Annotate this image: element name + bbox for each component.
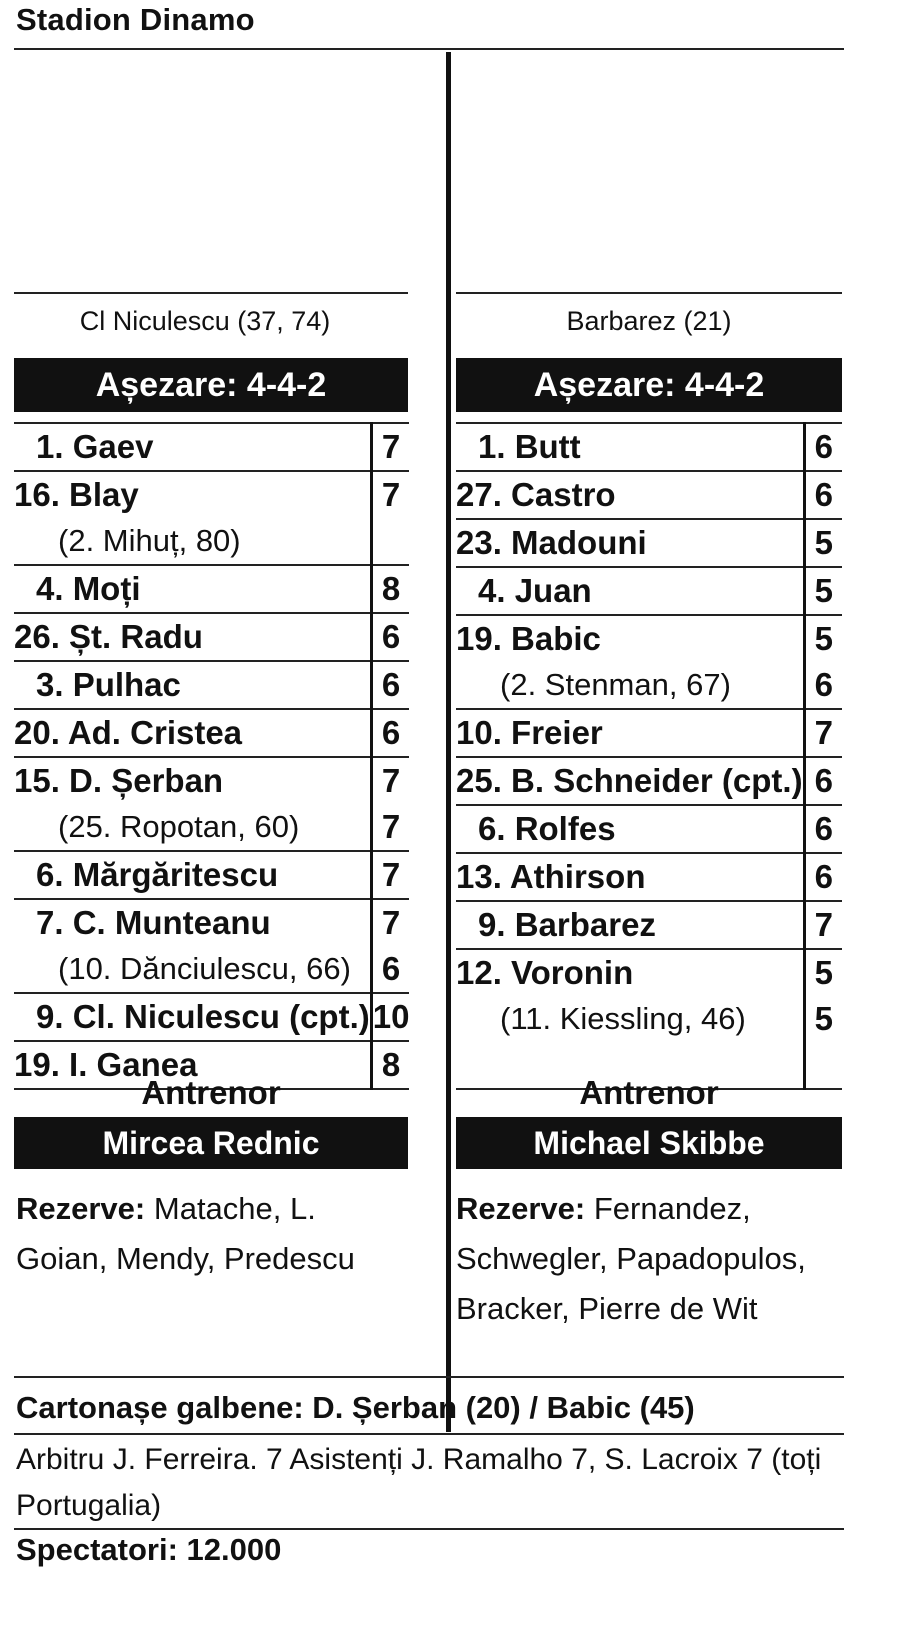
- player-name: 13. Athirson: [456, 853, 804, 901]
- lineup-row: [456, 805, 842, 853]
- home-lineup-table: [14, 422, 409, 1090]
- cards-bottom-rule: [14, 1433, 844, 1435]
- player-name: 19. I. Ganea: [14, 1041, 371, 1089]
- player-name: 12. Voronin: [456, 949, 804, 996]
- lineup-row: [14, 851, 409, 899]
- player-rating: 6: [371, 661, 409, 709]
- away-formation: Așezare: 4-4-2: [456, 358, 842, 412]
- venue-divider: [14, 48, 844, 50]
- player-rating: 7: [371, 757, 409, 804]
- player-name: 1. Butt: [456, 423, 804, 471]
- player-rating: 7: [371, 471, 409, 518]
- lineup-row: [14, 423, 409, 471]
- player-rating: 5: [804, 567, 842, 615]
- away-top-rule: [456, 292, 842, 294]
- lineup-row: [14, 993, 409, 1041]
- away-coach-label: Antrenor: [579, 1074, 719, 1111]
- away-reserves-list: Fernandez, Schwegler, Papadopulos, Bracker, Pierre de Wit: [456, 1191, 806, 1326]
- lineup-row: [14, 899, 409, 946]
- yellow-cards: Cartonașe galbene: D. Șerban (20) / Babic (45): [16, 1390, 695, 1425]
- substitute-name: (10. Dănciulescu, 66): [58, 951, 351, 986]
- player-rating: 7: [804, 901, 842, 949]
- home-reserves-list: Matache, L. Goian, Mendy, Predescu: [16, 1191, 355, 1276]
- lineup-row: [14, 709, 409, 757]
- home-formation: Așezare: 4-4-2: [14, 358, 408, 412]
- lineup-row: [456, 519, 842, 567]
- away-reserves-label: Rezerve:: [456, 1191, 586, 1226]
- player-name: 1. Gaev: [14, 423, 371, 471]
- player-name: 4. Juan: [456, 567, 804, 615]
- lineup-row: [456, 471, 842, 519]
- player-rating: 6: [804, 662, 842, 709]
- substitute-name: (11. Kiessling, 46): [500, 1001, 746, 1036]
- center-divider: [446, 52, 451, 1432]
- away-reserves: [456, 1184, 846, 1334]
- substitute-name: (2. Mihuț, 80): [58, 523, 241, 558]
- player-name: 4. Moți: [14, 565, 371, 613]
- lineup-row: [14, 804, 409, 851]
- home-reserves: [16, 1184, 396, 1284]
- player-rating: 6: [371, 709, 409, 757]
- player-name: 6. Mărgăritescu: [14, 851, 371, 899]
- lineup-row: [14, 661, 409, 709]
- player-name: 9. Cl. Niculescu (cpt.): [14, 993, 371, 1041]
- lineup-row: [456, 757, 842, 805]
- lineup-row: [456, 949, 842, 996]
- player-name: 16. Blay: [14, 471, 371, 518]
- player-name: 6. Rolfes: [456, 805, 804, 853]
- player-name: 25. B. Schneider (cpt.): [456, 757, 804, 805]
- venue-title: Stadion Dinamo: [16, 2, 255, 37]
- player-name: 15. D. Șerban: [14, 757, 371, 804]
- substitute-name: (2. Stenman, 67): [500, 667, 731, 702]
- player-rating: 7: [804, 709, 842, 757]
- away-scorers: Barbarez (21): [566, 306, 732, 336]
- lineup-row: [456, 615, 842, 662]
- player-rating: 5: [804, 519, 842, 567]
- player-name: 7. C. Munteanu: [14, 899, 371, 946]
- player-name: 27. Castro: [456, 471, 804, 519]
- lineup-row: [14, 757, 409, 804]
- player-name: 20. Ad. Cristea: [14, 709, 371, 757]
- player-rating: 7: [371, 423, 409, 471]
- player-name: 3. Pulhac: [14, 661, 371, 709]
- player-rating: 5: [804, 615, 842, 662]
- lineup-row: [456, 709, 842, 757]
- player-rating: 5: [804, 996, 842, 1042]
- cards-top-rule: [14, 1376, 844, 1378]
- away-lineup-table: [456, 422, 842, 1090]
- lineup-row: [14, 565, 409, 613]
- player-rating: 6: [804, 757, 842, 805]
- home-coach-label: Antrenor: [141, 1074, 281, 1111]
- referee-info: Arbitru J. Ferreira. 7 Asistenți J. Ramalho 7, S. Lacroix 7 (toți Portugalia): [16, 1443, 822, 1522]
- player-rating: 6: [804, 853, 842, 901]
- player-name: 10. Freier: [456, 709, 804, 757]
- player-rating: 7: [371, 899, 409, 946]
- home-coach-name: Mircea Rednic: [14, 1117, 408, 1169]
- player-rating: 5: [804, 949, 842, 996]
- lineup-row: [456, 567, 842, 615]
- player-name: 9. Barbarez: [456, 901, 804, 949]
- lineup-row: [14, 613, 409, 661]
- player-name: 26. Șt. Radu: [14, 613, 371, 661]
- substitute-name: (25. Ropotan, 60): [58, 809, 300, 844]
- home-scorers: Cl Niculescu (37, 74): [79, 306, 331, 336]
- lineup-row: [14, 946, 409, 993]
- spectators: Spectatori: 12.000: [16, 1532, 282, 1567]
- lineup-row: [456, 662, 842, 709]
- player-name: 19. Babic: [456, 615, 804, 662]
- player-rating: 6: [804, 805, 842, 853]
- player-rating: 6: [804, 471, 842, 519]
- player-rating: 8: [371, 1041, 409, 1089]
- player-rating: 6: [804, 423, 842, 471]
- lineup-row: [456, 901, 842, 949]
- player-rating: 6: [371, 613, 409, 661]
- lineup-row: [456, 853, 842, 901]
- lineup-row: [456, 423, 842, 471]
- home-reserves-label: Rezerve:: [16, 1191, 146, 1226]
- lineup-row: [456, 996, 842, 1042]
- away-coach-name: Michael Skibbe: [456, 1117, 842, 1169]
- player-name: 23. Madouni: [456, 519, 804, 567]
- player-rating: [371, 518, 409, 565]
- player-rating: 8: [371, 565, 409, 613]
- lineup-row: [14, 471, 409, 518]
- player-rating: 10: [371, 993, 409, 1041]
- spectators-top-rule: [14, 1528, 844, 1530]
- player-rating: 7: [371, 804, 409, 851]
- home-top-rule: [14, 292, 408, 294]
- player-rating: 6: [371, 946, 409, 993]
- player-rating: 7: [371, 851, 409, 899]
- lineup-row: [14, 518, 409, 565]
